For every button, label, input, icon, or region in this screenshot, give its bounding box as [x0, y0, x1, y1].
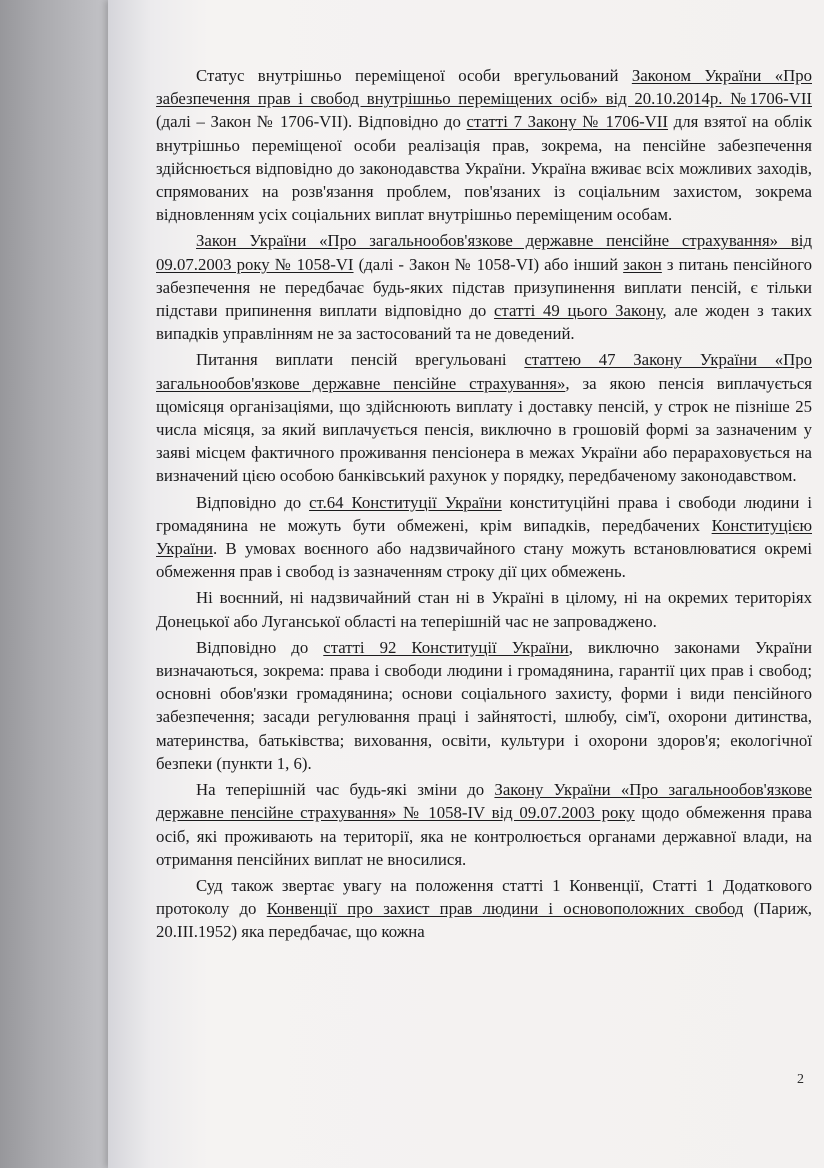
- paragraph-text: з питань пенсійного забезпечення не передбачає будь-яких підстав призупинення виплати пенсій, є тільки підстави припинення виплати відповідно до: [156, 254, 812, 321]
- paragraph-text: конституційні права і свободи людини і громадянина не можуть бути обмежені, крім випадків, передбачених: [156, 492, 812, 535]
- legal-reference-link[interactable]: Законом України «Про забезпечення прав і свобод внутрішньо переміщених осіб» від 20.10.2014р. №1706-VII: [156, 66, 812, 109]
- legal-reference-link[interactable]: закон: [623, 254, 662, 274]
- legal-reference-link[interactable]: Конституцією України: [156, 515, 812, 559]
- legal-reference-link[interactable]: Конвенції про захист прав людини і основоположних свобод: [266, 899, 744, 919]
- paragraph-text: (далі - Закон № 1058-VI) або інший: [353, 254, 624, 274]
- paragraph: [156, 491, 812, 584]
- legal-reference-link[interactable]: ст.64 Конституції України: [309, 492, 502, 512]
- paragraph-text: Відповідно до: [196, 637, 324, 657]
- legal-reference-link[interactable]: Закон України «Про загальнообов'язкове державне пенсійне страхування» від 09.07.2003 року № 1058-VI: [156, 231, 812, 274]
- paragraph-text: Статус внутрішньо переміщеної особи врегульований: [196, 66, 632, 85]
- legal-reference-link[interactable]: Закону України «Про загальнообов'язкове державне пенсійне страхування» № 1058-IV від 09.07.2003 року: [156, 780, 812, 823]
- legal-reference-link[interactable]: статті 92 Конституції України: [323, 637, 569, 657]
- paragraph-text: Суд також звертає увагу на положення статті 1 Конвенції, Статті 1 Додаткового протоколу до: [156, 875, 812, 919]
- paragraph: [156, 229, 812, 345]
- paragraph: [156, 874, 812, 944]
- paragraph-text: для взятої на облік внутрішньо переміщеної особи реалізація прав, зокрема, на пенсійне забезпечення здійснюється відповідно до законодавства України. Україна вживає всіх можливих заходів, спрямованих на розв'язання проблем, пов'язаних із соціальним захистом, зокрема відновленням усіх соціальних виплат внутрішньо переміщеним особам.: [156, 112, 812, 225]
- paragraph: [156, 636, 812, 775]
- paragraph-text: . В умовах воєнного або надзвичайного стану можуть встановлюватися окремі обмеження прав і свобод із зазначенням строку дії цих обмежень.: [156, 539, 812, 582]
- paragraph-text: (далі – Закон № 1706-VII). Відповідно до: [156, 112, 467, 132]
- scan-margin: [0, 0, 108, 1168]
- paragraph-text: , виключно законами України визначаються, зокрема: права і свободи людини і громадянина, гарантії цих прав і свобод; основні обов'язки громадянина; основи соціального захисту, форми і види пенсійного забезпечення; засади регулювання праці і зайнятості, шлюбу, сім'ї, охорони дитинства, материнства, батьківства; виховання, освіти, культури і охорони здоров'я; екологічної безпеки (пункти 1, 6).: [156, 637, 812, 773]
- paragraph-text: На теперішній час будь-які зміни до: [196, 780, 495, 800]
- document-body: [156, 64, 812, 947]
- legal-reference-link[interactable]: статті 7 Закону № 1706-VII: [466, 112, 668, 132]
- paragraph-text: , за якою пенсія виплачується щомісяця організаціями, що здійснюють виплату і доставку пенсій, у строк не пізніше 25 числа місяця, за який виплачується пенсія, виключно в грошовій формі за зазначеним у заяві місцем фактичного проживання пенсіонера в межах України або перараховується на визначений цією особою банківський рахунок у порядку, передбаченому законодавством.: [156, 373, 812, 486]
- paragraph-text: Відповідно до: [196, 492, 310, 512]
- paragraph-text: Ні воєнний, ні надзвичайний стан ні в Україні в цілому, ні на окремих територіях Донецької або Луганської області на теперішній час не запроваджено.: [156, 588, 812, 631]
- paragraph-text: , але жоден з таких випадків управлінням не за застосований та не доведений.: [156, 301, 812, 344]
- page-number: 2: [797, 1072, 804, 1087]
- paragraph: [156, 348, 812, 487]
- paragraph-text: щодо обмеження права осіб, які проживають на території, яка не контролюється органами державної влади, на отримання пенсійних виплат не вносилися.: [156, 803, 812, 869]
- paragraph: [156, 586, 812, 632]
- document-page: [108, 0, 824, 1168]
- paragraph-text: Питання виплати пенсій врегульовані: [196, 350, 525, 370]
- paragraph: [156, 778, 812, 871]
- legal-reference-link[interactable]: статтею 47 Закону України «Про загальнообов'язкове державне пенсійне страхування»: [156, 350, 812, 393]
- paragraph: [156, 64, 812, 226]
- paragraph-text: (Париж, 20.III.1952) яка передбачає, що кожна: [156, 899, 813, 942]
- legal-reference-link[interactable]: статті 49 цього Закону: [493, 301, 663, 321]
